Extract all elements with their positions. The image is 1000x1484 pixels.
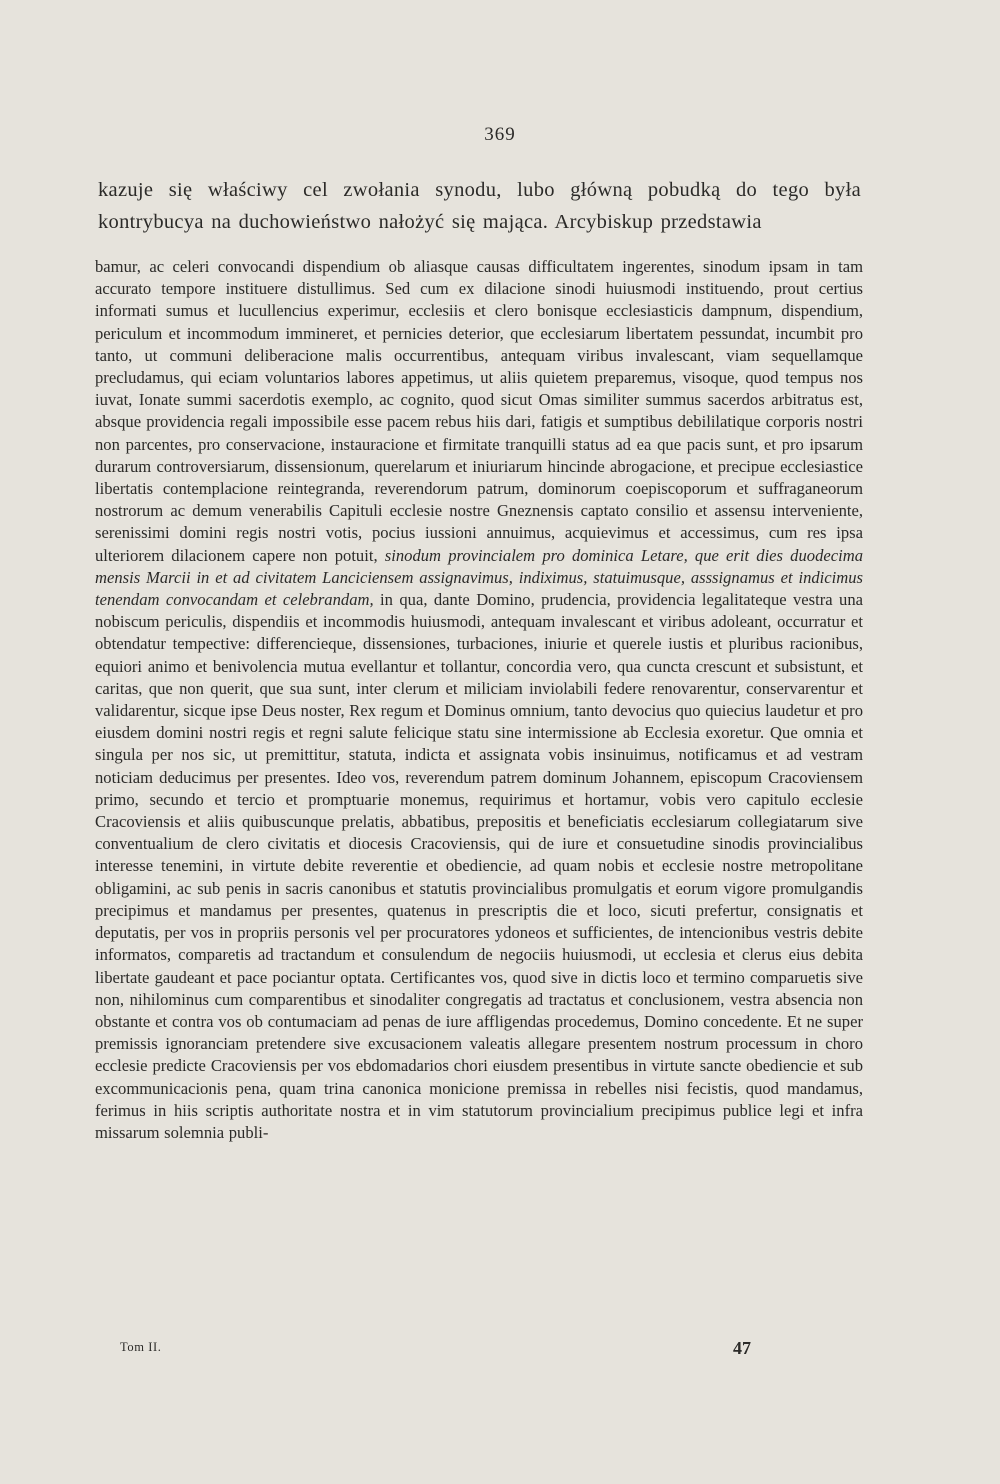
- latin-text-part-2: in qua, dante Domino, prudencia, providencia legalitateque vestra una nobiscum periculis, dispendiis et incommodis huiusmodi, antequam invalescant et viribus adoleant, occurratur et obtendatur tempective: differencieque, dissensiones, turbaciones, iniurie et querele iustis et pluribus racionibus, equiori animo et benivolencia mutua evellantur et tollantur, concordia vero, qua cuncta crescunt et subsistunt, et caritas, que non querit, que sua sunt, inter clerum et miliciam inviolabili federe renovarentur, conservarentur et validarentur, sicque ipse Deus noster, Rex regum et Dominus omnium, tanto devocius quo quiecius laudetur et pro eiusdem domini nostri regis et regni salute felicique statu sine intermissione ab Ecclesia exoretur. Que omnia et singula per nos sic, ut premittitur, statuta, indicta et assignata vobis insinuimus, notificamus et ad vestram noticiam deducimus per presentes. Ideo vos, reverendum patrem dominum Johannem, episcopum Cracoviensem primo, secundo et tercio et promptuarie monemus, requirimus et hortamur, vobis vero capitulo ecclesie Cracoviensis et aliis quibuscunque prelatis, abbatibus, prepositis et beneficiatis ecclesiarum collegiatarum sive conventualium de clero civitatis et diocesis Cracoviensis, qui de iure et consuetudine sinodis provincialibus interesse tenemini, in virtute debite reverentie et obediencie, ad quam nobis et ecclesie nostre metropolitane obligamini, ac sub penis in sacris canonibus et statutis provincialibus promulgatis et eorum vigore promulgandis precipimus et mandamus per presentes, quatenus in prescriptis die et loco, sicuti prefertur, consignatis et deputatis, per vos in propriis personis vel per procuratores ydoneos et sufficientes, de intencionibus vestris debite informatos, comparetis ad tractandum et consulendum de negociis huiusmodi, ut ecclesia et clerus eius debita libertate gaudeant et pace pociantur optata. Certificantes vos, quod sive in dictis loco et termino comparuetis sive non, nihilominus cum comparentibus et sinodaliter congregatis ad tractatus et conclusionem, vestra absencia non obstante et contra vos ob contumaciam ad penas de iure affligendas procedemus, Domino concedente. Et ne super premissis ignoranciam pretendere sive excusacionem valeatis allegare presentem nostrum processum in choro ecclesie predicte Cracoviensis per vos ebdomadarios chori eiusdem presentibus in virtute sancte obediencie et sub excommunicacionis pena, quam trina canonica monicione premissa in rebelles nisi fecistis, quod mandamus, ferimus in hiis scriptis authoritate nostra et in vim statutorum provincialium precipimus publice legi et infra missarum solemnia publi-: [95, 590, 863, 1142]
- latin-document-text: [95, 256, 863, 1144]
- latin-text-italic: sinodum provincialem pro dominica Letare, que erit dies duodecima mensis Marcii in et ad civitatem Lanciciensem assignavimus, indiximus, statuimusque, asssignamus et indicimus tenendam convocandam et celebrandam,: [95, 545, 863, 610]
- sheet-number: 47: [733, 1338, 751, 1358]
- page-number: 369: [484, 124, 516, 145]
- volume-signature: Tom II.: [120, 1340, 162, 1354]
- latin-text-part-1: bamur, ac celeri convocandi dispendium ob aliasque causas difficultatem ingerentes, sinodum ipsam in tam accurato tempore instituere distullimus. Sed cum ex dilacione sinodi huiusmodi instituendo, prout certius informati sumus et lucullencius experimur, ecclesiis et clero bonisque ecclesiasticis dampnum, dispendium, periculum et incommodum immineret, et pernicies deterior, que ecclesiarum libertatem pessundat, incumbit pro tanto, ut communi deliberacione malis occurrentibus, antequam viribus invalescant, viam sequellamque precludamus, qui eciam voluntarios labores appetimus, ut aliis quietem preparemus, visoque, quod tempus nos iuvat, Ionate summi sacerdotis exemplo, ac cognito, quod sicut Omas similiter summus sacerdos arbitratus est, absque providencia regali impossibile esse pacem rebus hiis dari, fatigis et sumptibus debililatique corporis nostri non parcentes, pro conservacione, instauracione et firmitate tranquilli status ad ea que pacis sunt, et pro ipsarum durarum controversiarum, dissensionum, querelarum et iniuriarum hincinde abrogacione, et precipue ecclesiastice libertatis contemplacione reintegranda, reverendorum patrum, dominorum coepiscoporum et suffraganeorum nostrorum ac demum venerabilis Capituli ecclesie nostre Gneznensis captato consilio et assensu interveniente, serenissimi domini regis nostri votis, pocius iussioni annuimus, acquievimus et accessimus, cum res ipsa ulteriorem dilacionem capere non potuit,: [95, 257, 863, 565]
- polish-summary-text: kazuje się właściwy cel zwołania synodu, lubo główną pobudką do tego była kontrybucya na duchowieństwo nałożyć się mająca. Arcybiskup przedstawia: [98, 179, 861, 233]
